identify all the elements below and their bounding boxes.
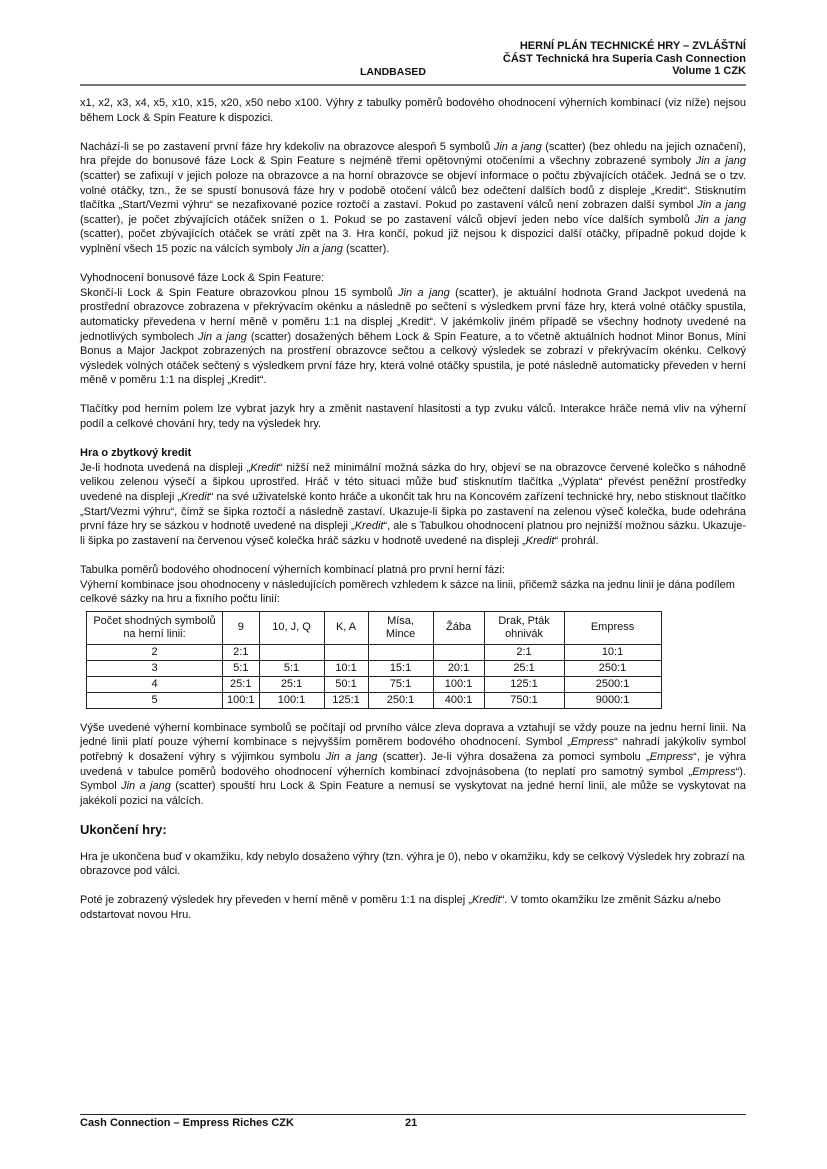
- display-name: Kredit: [250, 461, 279, 474]
- paytable-cell: 25:1: [259, 676, 324, 692]
- paytable-cell: 10:1: [564, 644, 661, 660]
- text: (scatter), je aktuální hodnota Grand Jackpot uvedená na prostřední obrazovce zobrazena v překrývacím okénku a následně po sečtení s výsledkem první fáze hry, která volné otáčky spustila, automaticky převedena v herní měně v poměru 1:1 na displej „Kredit“. V jakémkoliv jiném případě se všechny hodnoty uvedené na jednotlivých symbolech: [80, 286, 746, 343]
- paytable-row: [87, 676, 662, 692]
- text: Nachází-li se po zastavení první fáze hry kdekoliv na obrazovce alespoň 5 symbolů: [80, 140, 494, 153]
- text: (scatter) dosažených během Lock & Spin Feature, a to včetně aktuálních hodnot Minor Bonus, Mini Bonus a Major Jackpot zobrazených na prostření obrazovce sečtou a celkový výsledek se zobrazí v překrývacím okénku. Celkový výsledek volných otáček sečtený s výsledkem první fáze hry, která volné otáčky spustila, je poté následně automaticky převeden v herní měně v poměru 1:1 na displej „Kredit“.: [80, 330, 746, 387]
- text: (scatter) (bez ohledu na jejich označení), hra přejde do bonusové fáze Lock & Spin Feature s nejméně třemi opětovnými otočeními a všechny zobrazené symboly: [80, 140, 746, 168]
- page-content: [80, 96, 746, 937]
- symbol-name: Jin a jang: [295, 242, 343, 255]
- paragraph-bonus-evaluation: [80, 271, 746, 388]
- paytable-header-9: 9: [223, 611, 260, 644]
- page-header: [80, 40, 746, 78]
- display-name: Kredit: [181, 491, 210, 504]
- paytable-cell: 15:1: [368, 660, 433, 676]
- text: Poté je zobrazený výsledek hry převeden v herní měně v poměru 1:1 na displej „: [80, 894, 472, 907]
- symbol-name: Jin a jang: [121, 780, 171, 793]
- paragraph-lock-spin-trigger: [80, 140, 746, 257]
- text: “. V tomto okamžiku lze změnit Sázku a/nebo odstartovat novou Hru.: [80, 894, 721, 921]
- paytable-count-cell: 5: [87, 692, 223, 708]
- paytable-cell: 750:1: [484, 692, 564, 708]
- paytable: [86, 611, 662, 709]
- paytable-cell: 2:1: [223, 644, 260, 660]
- paytable-header-zaba: Žába: [433, 611, 484, 644]
- symbol-name: Empress: [570, 736, 615, 749]
- paytable-count-cell: 3: [87, 660, 223, 676]
- paytable-cell: 125:1: [484, 676, 564, 692]
- paragraph-residual-credit: [80, 461, 746, 549]
- paytable-header-k-a: K, A: [324, 611, 368, 644]
- text: x1, x2, x3, x4, x5, x10, x15, x20, x50 nebo x100. Výhry z tabulky poměrů bodového ohodnocení výherních kombinací (viz níže) nejsou během Lock & Spin Feature k dispozici.: [80, 97, 746, 124]
- paytable-intro-line-2: Výherní kombinace jsou ohodnoceny v následujících poměrech vzhledem k sázce na linii, přičemž sázka na jednu linii je dána podílem celkové sázky na hru a fixního počtu linií:: [80, 578, 735, 606]
- heading-end-of-game: Ukončení hry:: [80, 821, 167, 837]
- paragraph-end-of-game: Hra je ukončena buď v okamžiku, kdy nebylo dosaženo výhry (tzn. výhra je 0), nebo v okamžiku, kdy se celkový Výsledek hry zobrazí na obrazovce pod válci.: [80, 850, 745, 878]
- display-name: Kredit: [471, 894, 501, 907]
- paytable-cell: 100:1: [259, 692, 324, 708]
- symbol-name: Jin a jang: [493, 140, 542, 153]
- header-landbased: LANDBASED: [360, 66, 426, 78]
- paragraph-paytable-intro: [80, 563, 746, 607]
- bonus-evaluation-title: Vyhodnocení bonusové fáze Lock & Spin Feature:: [80, 272, 325, 285]
- page-number: 21: [405, 1117, 418, 1129]
- paytable-row: [87, 660, 662, 676]
- paytable-cell: 250:1: [368, 692, 433, 708]
- paytable-cell: 9000:1: [564, 692, 661, 708]
- paytable-cell: 250:1: [564, 660, 661, 676]
- text: Výše uvedené výherní kombinace symbolů se počítají od prvního válce zleva doprava a vztahují se vždy pouze na jednu herní linii. Na jedné linii platí pouze výherní kombinace s nejvyšším poměrem bodového ohodnocení. Symbol „: [80, 721, 746, 749]
- text: “ nahradí jakýkoliv symbol potřebný k dosažení výhry s výjimkou symbolu: [80, 736, 746, 763]
- paytable-cell: 100:1: [223, 692, 260, 708]
- text: “, je výhra uvedená v tabulce poměrů bodového ohodnocení výherních kombinací zdvojnásobena (to neplatí pro samotný symbol „: [80, 750, 746, 778]
- text: “ na své uživatelské konto hráče a ukončit tak hru na Koncovém zařízení technické hry, nebo stisknout tlačítko „Start/Vezmi výhru“, čímž se šipka roztočí a následně zastaví. Ukazuje-li šipka po zastavení na zelenou výseč kolečka, bude odehrána první fáze hry se sázkou v hodnotě uvedené na displeji „: [80, 491, 746, 533]
- symbol-name: Jin a jang: [697, 199, 746, 212]
- footer-title: Cash Connection – Empress Riches CZK: [80, 1117, 294, 1129]
- header-divider: [80, 84, 746, 86]
- paragraph-buttons: Tlačítky pod herním polem lze vybrat jazyk hry a změnit nastavení hlasitosti a typ zvuku válců. Interakce hráče nemá vliv na výherní podíl a celkové chování hry, tedy na výsledek hry.: [80, 403, 746, 431]
- paytable-cell: 5:1: [259, 660, 324, 676]
- symbol-name: Jin a jang: [398, 286, 450, 299]
- header-title-line-2: ČÁST Technická hra Superia Cash Connection: [502, 52, 746, 65]
- paytable-cell: 20:1: [433, 660, 484, 676]
- paytable-cell: 10:1: [324, 660, 368, 676]
- paytable-count-cell: 4: [87, 676, 223, 692]
- paytable-cell: 125:1: [324, 692, 368, 708]
- display-name: Kredit: [354, 520, 384, 533]
- paytable-cell: 25:1: [223, 676, 260, 692]
- paytable-cell: 25:1: [484, 660, 564, 676]
- paytable-intro-line-1: Tabulka poměrů bodového ohodnocení výherních kombinací platná pro první herní fázi:: [80, 564, 505, 576]
- text: (scatter).: [342, 242, 390, 255]
- symbol-name: Jin a jang: [694, 213, 747, 226]
- symbol-name: Empress: [649, 750, 694, 763]
- symbol-name: Empress: [692, 765, 736, 778]
- paytable-cell: [368, 644, 433, 660]
- footer-divider: [80, 1114, 746, 1115]
- header-title-line-3: Volume 1 CZK: [672, 65, 746, 77]
- paragraph-paytable-rules: [80, 721, 746, 809]
- paytable-cell: 5:1: [223, 660, 260, 676]
- symbol-name: Jin a jang: [197, 330, 247, 343]
- paytable-cell: [433, 644, 484, 660]
- paytable-count-cell: 2: [87, 644, 223, 660]
- text: (scatter). Je-li výhra dosažena za pomoci symbolu „: [377, 750, 650, 763]
- text: Skončí-li Lock & Spin Feature obrazovkou plnou 15 symbolů: [80, 286, 399, 299]
- paytable-header-drak: Drak, Pták ohnivák: [484, 611, 564, 644]
- text: Je-li hodnota uvedená na displeji „: [80, 461, 251, 474]
- header-title: [503, 40, 746, 78]
- header-title-line-1: HERNÍ PLÁN TECHNICKÉ HRY – ZVLÁŠTNÍ: [519, 40, 746, 52]
- symbol-name: Jin a jang: [695, 155, 746, 168]
- paytable-row: [87, 644, 662, 660]
- paytable-header-10-j-q: 10, J, Q: [259, 611, 324, 644]
- text: (scatter) se zafixují v jejich poloze na obrazovce a na horní obrazovce se objeví informace o počtu zbývajících otáček. Jedná se o tzv. volné otáčky, tzn., že se spustí bonusová fáze hry v podobě otočení válců bez odečtení dalších bodů z displeje „Kredit“. Stisknutím tlačítka „Start/Vezmi výhru“ se nezafixované pozice roztočí a zastaví. Pokud po zastavení válců není zobrazen další symbol: [80, 169, 746, 212]
- paytable-cell: 2:1: [484, 644, 564, 660]
- symbol-name: Jin a jang: [325, 750, 378, 763]
- paytable-row: [87, 692, 662, 708]
- paytable-cell: 50:1: [324, 676, 368, 692]
- text: (scatter), je počet zbývajících otáček snížen o 1. Pokud se po zastavení válců objeví jeden nebo více dalších symbolů: [80, 213, 695, 226]
- text: “). Symbol: [80, 765, 746, 793]
- paragraph-multipliers: [80, 96, 746, 125]
- paytable-cell: [324, 644, 368, 660]
- text: “, ale s Tabulkou ohodnocení platnou pro nejnižší možnou sázku. Ukazuje-li šipka po zastavení na červenou výseč kolečka hráč sázku v hodnotě uvedené na displeji „: [80, 520, 746, 547]
- heading-residual-credit: Hra o zbytkový kredit: [80, 447, 192, 460]
- paytable-header-misa-mince: Mísa, Mince: [368, 611, 433, 644]
- text: (scatter) spouští hru Lock & Spin Feature a nemusí se vyskytovat na jedné herní linii, ale může se vyskytovat na jakékoli pozici na válcích.: [80, 780, 746, 807]
- paragraph-result-transfer: [80, 893, 746, 922]
- text: “ nižší než minimální možná sázka do hry, objeví se na obrazovce červené kolečko s náhodně velikou zelenou výsečí a šipkou uprostřed. Hráč v této situaci může buď stisknutím tlačítka „Výplata“ převést peněžní prostředky uvedené na displeji „: [80, 461, 746, 504]
- page-footer: [80, 1117, 418, 1129]
- paytable-cell: 100:1: [433, 676, 484, 692]
- display-name: Kredit: [525, 534, 555, 547]
- paytable-cell: 400:1: [433, 692, 484, 708]
- paytable-header-row: [87, 611, 662, 644]
- paytable-cell: 2500:1: [564, 676, 661, 692]
- text: “ prohrál.: [554, 534, 599, 547]
- paytable-header-empress: Empress: [564, 611, 661, 644]
- paytable-body: [87, 644, 662, 708]
- paytable-cell: [259, 644, 324, 660]
- text: (scatter), počet zbývajících otáček se vrátí zpět na 3. Hra končí, pokud již nejsou k dispozici další otáčky, případně pokud dojde k vyplnění všech 15 pozic na válcích symboly: [80, 228, 746, 255]
- paytable-header-count: Počet shodných symbolů na herní linii:: [87, 611, 223, 644]
- paytable-cell: 75:1: [368, 676, 433, 692]
